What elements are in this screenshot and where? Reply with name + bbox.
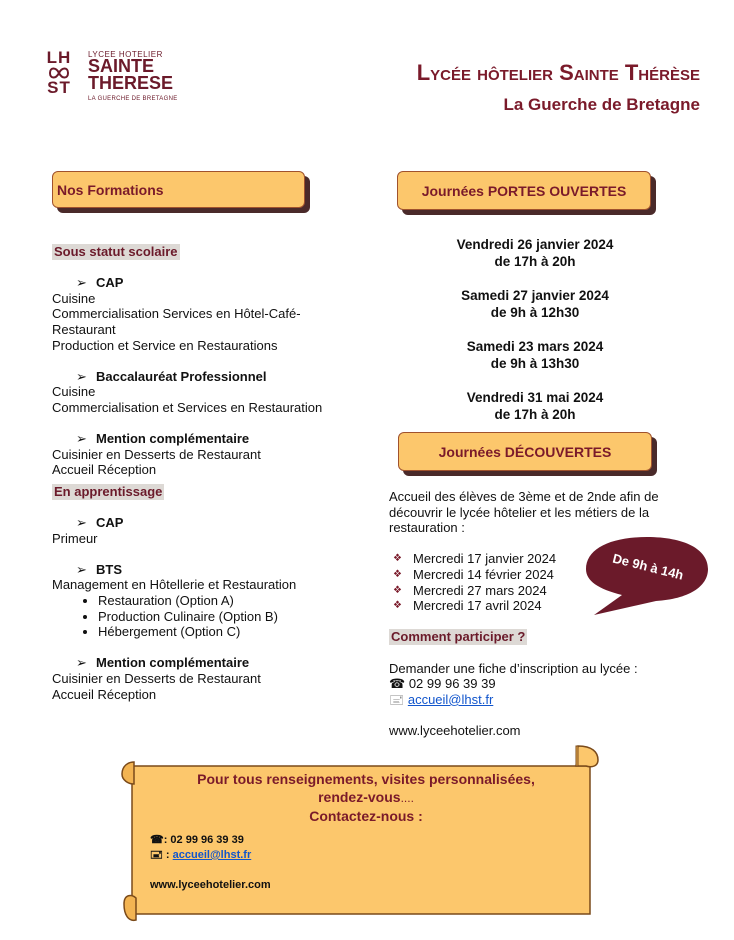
arrow-icon: ➢ bbox=[76, 655, 87, 671]
date-day: Vendredi 31 mai 2024 bbox=[466, 390, 604, 405]
date-time: de 17h à 20h bbox=[494, 254, 576, 269]
footer-website: www.lyceehotelier.com bbox=[150, 879, 271, 891]
decouvertes-intro: Accueil des élèves de 3ème et de 2nde afin de découvrir le lycée hôtelier et les métiers de la restauration : bbox=[389, 489, 659, 536]
formations-box: Nos Formations bbox=[52, 171, 305, 208]
formation-item: Management en Hôtellerie et Restauration bbox=[52, 577, 297, 593]
option-item: • Production Culinaire (Option B) bbox=[98, 609, 372, 625]
envelope-icon: 🖃 bbox=[150, 849, 163, 861]
decouvertes-box: Journées DÉCOUVERTES bbox=[398, 432, 652, 471]
contact-line2: rendez-vous bbox=[318, 789, 401, 805]
arrow-icon: ➢ bbox=[76, 275, 87, 291]
date-time: de 17h à 20h bbox=[494, 407, 576, 422]
formation-item: Accueil Réception bbox=[52, 462, 157, 478]
option-item: • Restauration (Option A) bbox=[98, 593, 372, 609]
date-time: de 9h à 12h30 bbox=[490, 305, 580, 320]
bubble-text: De 9h à 14h bbox=[611, 550, 685, 583]
contact-details bbox=[150, 833, 582, 893]
formation-title-text: CAP bbox=[96, 275, 124, 291]
decouverte-date: ❖ Mercredi 27 mars 2024 bbox=[407, 583, 689, 599]
logo-subtext: LA GUERCHE DE BRETAGNE bbox=[88, 96, 178, 102]
date-entry bbox=[430, 287, 640, 321]
contact-line1: Pour tous renseignements, visites personnalisées, bbox=[197, 771, 535, 787]
formation-item: Cuisine bbox=[52, 384, 96, 400]
email-line bbox=[389, 692, 689, 708]
portes-ouvertes-box: Journées PORTES OUVERTES bbox=[397, 171, 651, 210]
formation-title-text: CAP bbox=[96, 515, 124, 531]
date-day: Samedi 27 janvier 2024 bbox=[461, 288, 609, 303]
footer-email-prefix: : bbox=[162, 849, 173, 861]
formation-title bbox=[52, 515, 372, 531]
logo-line1: SAINTE bbox=[88, 56, 155, 76]
phone-number: 02 99 96 39 39 bbox=[408, 676, 496, 692]
school-logo bbox=[44, 50, 184, 110]
email-link[interactable]: accueil@lhst.fr bbox=[407, 691, 494, 707]
date-entry bbox=[430, 338, 640, 372]
arrow-icon: ➢ bbox=[76, 561, 87, 577]
speech-bubble bbox=[584, 535, 710, 617]
formation-title-text: BTS bbox=[96, 561, 122, 577]
formation-title-text: Mention complémentaire bbox=[96, 431, 250, 447]
section-scolaire: Sous statut scolaire bbox=[54, 244, 178, 259]
formation-title bbox=[52, 655, 372, 671]
decouverte-date: ❖ Mercredi 14 février 2024 bbox=[407, 567, 689, 583]
formation-item: Accueil Réception bbox=[52, 686, 157, 702]
formation-item: Cuisinier en Desserts de Restaurant bbox=[52, 446, 261, 462]
formations-list bbox=[52, 244, 372, 702]
arrow-icon: ➢ bbox=[76, 368, 87, 384]
decouverte-date: ❖ Mercredi 17 avril 2024 bbox=[407, 598, 689, 614]
logo-letters-bottom: ST bbox=[47, 78, 71, 97]
phone-icon: ☎ bbox=[150, 834, 164, 846]
footer-phone: : 02 99 96 39 39 bbox=[163, 834, 244, 846]
envelope-icon: 🖃 bbox=[389, 691, 405, 707]
website-text: www.lyceehotelier.com bbox=[389, 722, 521, 738]
logo-monogram bbox=[44, 50, 74, 96]
formation-item: Commercialisation Services en Hôtel-Café-Restaurant bbox=[52, 306, 301, 337]
date-entry bbox=[430, 389, 640, 423]
formation-title-text: Mention complémentaire bbox=[96, 655, 250, 671]
formation-item: Production et Service en Restaurations bbox=[52, 337, 278, 353]
arrow-icon: ➢ bbox=[76, 515, 87, 531]
formation-item: Primeur bbox=[52, 530, 98, 546]
contact-title bbox=[150, 770, 582, 825]
date-day: Samedi 23 mars 2024 bbox=[466, 339, 604, 354]
logo-line2: THERESE bbox=[88, 73, 174, 93]
formation-title-text: Baccalauréat Professionnel bbox=[96, 368, 267, 384]
formation-item: Commercialisation et Services en Restauration bbox=[52, 399, 323, 415]
date-entry bbox=[430, 236, 640, 270]
formation-item: Cuisinier en Desserts de Restaurant bbox=[52, 671, 261, 687]
formation-title bbox=[52, 431, 372, 447]
contact-content bbox=[150, 770, 582, 893]
phone-line bbox=[389, 676, 689, 692]
page-subtitle: La Guerche de Bretagne bbox=[503, 95, 700, 114]
date-day: Vendredi 26 janvier 2024 bbox=[456, 237, 614, 252]
formation-title bbox=[52, 275, 372, 291]
footer-email-link[interactable]: accueil@lhst.fr bbox=[172, 849, 252, 861]
contact-line3: Contactez-nous : bbox=[309, 808, 423, 824]
formation-title bbox=[52, 369, 372, 385]
contact-line2-suffix: .... bbox=[400, 791, 414, 805]
decouverte-date: ❖ Mercredi 17 janvier 2024 bbox=[407, 551, 689, 567]
option-item: • Hébergement (Option C) bbox=[98, 624, 372, 640]
portes-ouvertes-dates bbox=[430, 236, 640, 440]
comment-participer-heading: Comment participer ? bbox=[391, 629, 526, 645]
bts-options bbox=[52, 593, 372, 640]
logo-letters-top: LH bbox=[46, 48, 72, 67]
comment-text: Demander une fiche d’inscription au lycée : bbox=[389, 660, 638, 676]
logo-small-text: LYCEE HOTELIER bbox=[88, 50, 163, 59]
formation-item: Cuisine bbox=[52, 290, 96, 306]
formation-title bbox=[52, 562, 372, 578]
logo-name bbox=[88, 58, 173, 92]
page-title: Lycée hôtelier Sainte Thérèse bbox=[416, 60, 700, 85]
section-apprentissage: En apprentissage bbox=[54, 483, 163, 499]
date-time: de 9h à 13h30 bbox=[490, 356, 580, 371]
phone-icon: ☎ bbox=[389, 676, 406, 692]
arrow-icon: ➢ bbox=[76, 431, 87, 447]
